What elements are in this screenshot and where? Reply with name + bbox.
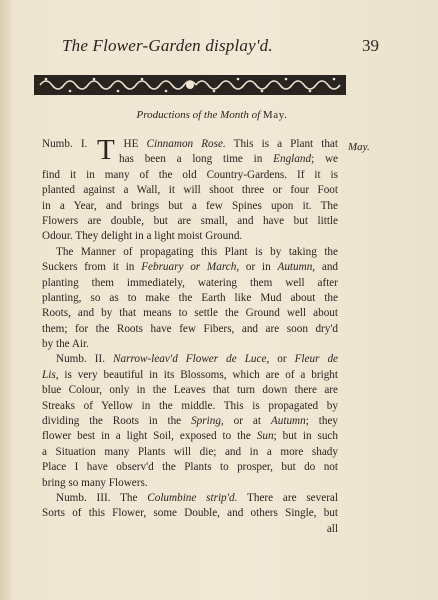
para-2-line-5: Roots, and by that means to settle the Ground well about (42, 307, 338, 320)
word-sun: Sun (256, 430, 274, 443)
para-2-line-2 (42, 260, 338, 275)
entry-1-line-5: in a Year, and brings but a few Spines upon it. The (42, 199, 338, 212)
line-text: , or (266, 353, 287, 366)
line-text: , and (312, 261, 339, 274)
line-text: This is a Plant that (233, 138, 338, 150)
margin-note: May. (348, 141, 370, 153)
month-name: February or March (141, 261, 237, 274)
line-text: ; we (311, 153, 338, 166)
entry-3-line-1 (42, 491, 338, 506)
entry-number: Numb. II. (56, 353, 106, 366)
entry-2-line-8: Place I have observ'd the Plants to prosper, but do not (42, 461, 338, 474)
drop-cap: T (97, 134, 115, 166)
plant-name: Columbine strip'd. (147, 491, 238, 504)
word: HE (123, 138, 139, 150)
line-text: ; they (305, 415, 339, 428)
section-title-month: May. (262, 109, 288, 121)
line-text: has been a long time in (119, 153, 263, 166)
entry-2-line-5 (42, 414, 338, 429)
line-text: dividing the Roots in the (42, 415, 182, 428)
place-name: England (273, 153, 312, 166)
entry-1-line-7: Odour. They delight in a light moist Ground. (42, 230, 243, 243)
para-2-line-6: them; for the Roots have few Fibers, and are soon dry'd (42, 322, 338, 335)
line-text: ; but in such (273, 430, 338, 443)
entry-1-line-2 (42, 152, 338, 167)
plant-name: Cinnamon Rose. (146, 138, 226, 150)
entry-1-line-3: find it in many of the old Country-Gardens. If it is (42, 168, 338, 181)
entry-1-line-4: planted against a Wall, it will shoot three or four Foot (42, 184, 338, 197)
body-text (42, 134, 339, 537)
section-title (62, 109, 362, 121)
page-number: 39 (362, 36, 379, 55)
entry-2-line-6 (42, 429, 338, 444)
catchword: all (326, 522, 338, 535)
line-text: There are several (247, 491, 338, 504)
entry-2-line-9: bring so many Flowers. (42, 476, 148, 489)
season-name: Autumn (270, 415, 306, 428)
entry-2-line-2 (42, 368, 338, 383)
section-title-text: Productions of the Month of (136, 109, 261, 121)
entry-3-line-2: Sorts of this Flower, some Double, and others Single, but (42, 507, 338, 520)
line-text: Suckers from it in (42, 261, 135, 274)
line-text: flower best in a light Soil, exposed to the (42, 430, 251, 443)
line-text: , or at (220, 415, 261, 428)
entry-2-line-7: a Situation many Plants will die; and in a more shady (42, 445, 338, 458)
plant-name-alt: Lis (42, 368, 56, 381)
entry-2-line-3: blue Colour, only in the Leaves that turn down there are (42, 384, 338, 397)
entry-number: Numb. I. (42, 138, 88, 150)
entry-2-line-1 (42, 352, 338, 367)
running-head: The Flower-Garden display'd. (62, 36, 273, 55)
para-2-line-1: The Manner of propagating this Plant is by taking the (56, 245, 338, 258)
season-name: Spring (191, 415, 221, 428)
ornamental-headpiece (34, 75, 346, 95)
plant-name: Narrow-leav'd Flower de Luce (113, 353, 267, 366)
line-text: , or in (236, 261, 271, 274)
entry-number: Numb. III. The (56, 491, 138, 504)
entry-2-line-4: Streaks of Yellow in the middle. This is propagated by (42, 399, 338, 412)
para-2-line-4: planting, so as to make the Earth like Mud about the (42, 291, 338, 304)
plant-name-alt: Fleur de (294, 353, 339, 366)
entry-1-line-6: Flowers are double, but are small, and have but little (42, 214, 338, 227)
line-text: , is very beautiful in its Blossoms, which are of a bright (55, 368, 338, 381)
para-2-line-7: by the Air. (42, 338, 89, 351)
season-name: Autumn (277, 261, 313, 274)
para-2-line-3: planting them immediately, watering them well after (42, 276, 338, 289)
